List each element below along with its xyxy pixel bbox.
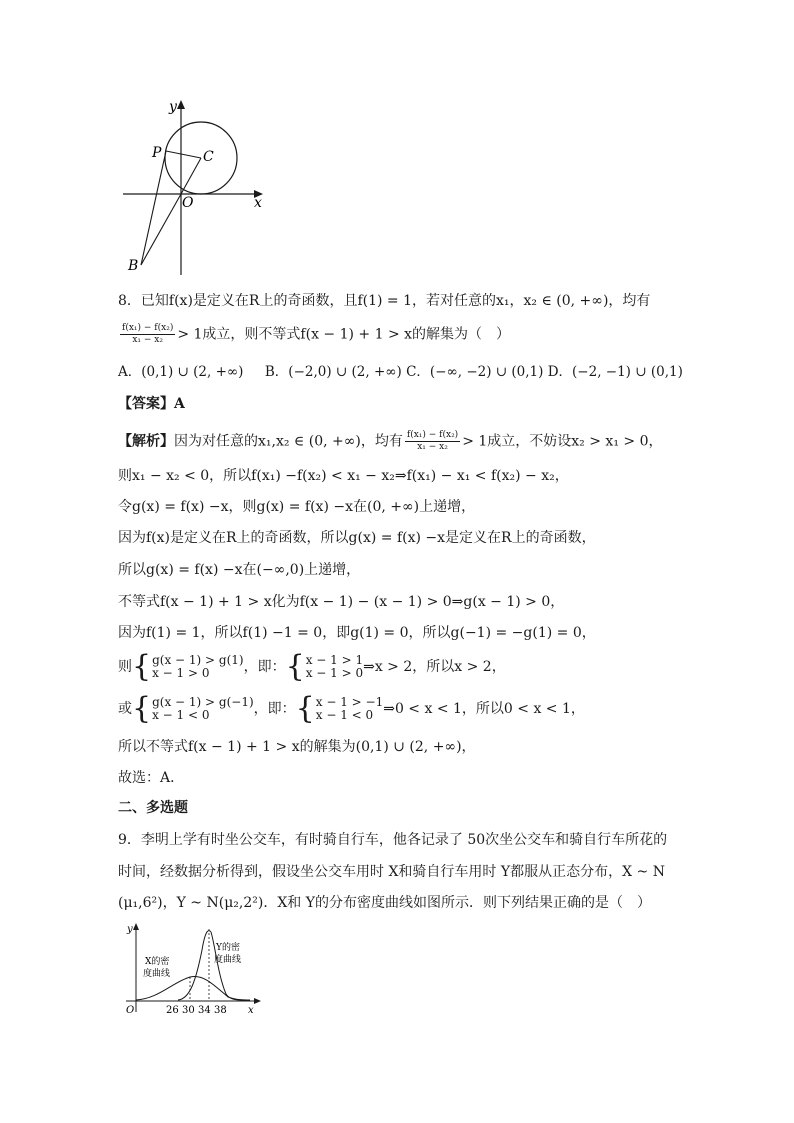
q8-line1: 8．已知f(x)是定义在R上的奇函数，且f(1) = 1，若对任意的x₁，x₂ ∈ (0, +∞)，均有: [118, 293, 651, 309]
case1-system-a: g(x − 1) > g(1) x − 1 > 0: [152, 653, 244, 680]
analysis-line: 不等式f(x − 1) + 1 > x化为f(x − 1) − (x − 1) > 0⇒g(x − 1) > 0，: [118, 594, 565, 610]
tick-label: 30: [182, 1005, 195, 1016]
fig2-label-x: x: [248, 1005, 254, 1016]
fig1-label-y: y: [169, 99, 177, 115]
fig1-label-c: C: [203, 149, 214, 165]
tick-label: 26: [166, 1005, 179, 1016]
option-c: C．(−∞, −2) ∪ (0,1): [406, 364, 544, 380]
segment-oc: [181, 158, 201, 194]
segment-pc: [166, 151, 201, 158]
fig1-label-o: O: [182, 195, 194, 211]
tick-label: 38: [214, 1005, 227, 1016]
q9-line: 时间，经数据分析得到，假设坐公交车用时 X和骑自行车用时 Y都服从正态分布，X ~ N: [118, 864, 665, 880]
option-d: D．(−2, −1) ∪ (0,1): [547, 364, 683, 380]
geometry-figure: [118, 95, 268, 280]
density-figure: [118, 920, 268, 1020]
analysis-fraction: $\frac{\text{f(x₁) − f(x₂)}}{\text{x₁ − x₂}}$: [406, 430, 459, 452]
q9-line: 9．李明上学有时坐公交车，有时骑自行车，他各记录了 50次坐公交车和骑自行车所花的: [118, 832, 668, 848]
case2: 或{ g(x − 1) > g(−1) x − 1 < 0 ，即：{ x − 1 > −1 x − 1 < 0 ⇒0 < x < 1，所以0 < x < 1，: [118, 691, 585, 726]
fig2-label-o: O: [126, 1005, 135, 1016]
q8-options: [118, 362, 683, 382]
q8-line2: $\frac{\text{f(x₁) − f(x₂)}}{\text{x₁ − x₂}}$ > 1成立，则不等式f(x − 1) + 1 > x的解集为（ ）: [122, 323, 511, 345]
fig1-label-x: x: [254, 195, 262, 211]
y-curve-label-1: Y的密: [216, 943, 240, 953]
y-axis-arrow: [177, 100, 185, 109]
q8-choose: 故选：A．: [118, 770, 185, 786]
analysis-line: 令g(x) = f(x) −x，则g(x) = f(x) −x在(0, +∞)上递增，: [118, 499, 476, 515]
q8-fraction: $\frac{\text{f(x₁) − f(x₂)}}{\text{x₁ − x₂}}$: [122, 323, 174, 345]
y-curve-label-2: 度曲线: [214, 955, 242, 965]
analysis-line: 所以g(x) = f(x) −x在(−∞,0)上递增，: [118, 562, 361, 578]
option-a: A．(0,1) ∪ (2, +∞): [118, 364, 244, 380]
q8-answer: 【答案】A: [118, 396, 185, 412]
tick-label: 34: [198, 1005, 211, 1016]
section-title: 二、多选题: [118, 800, 188, 816]
option-b: B．(−2,0) ∪ (2, +∞): [264, 364, 402, 380]
x-density-curve: [136, 976, 250, 1000]
fig2-label-y: y: [127, 924, 133, 935]
q8-conclusion: 所以不等式f(x − 1) + 1 > x的解集为(0,1) ∪ (2, +∞)，: [118, 739, 476, 755]
q8-analysis-l1: 【解析】因为对任意的x₁,x₂ ∈ (0, +∞)，均有 $\frac{\text{f(x₁) − f(x₂)}}{\text{x₁ − x₂}}$ > 1成立，不妨设x₂ > x₁ > 0，: [118, 430, 663, 452]
y-density-curve: [178, 931, 246, 1000]
analysis-line: 因为f(x)是定义在R上的奇函数，所以g(x) = f(x) −x是定义在R上的奇函数，: [118, 530, 596, 546]
fig1-label-p: P: [152, 145, 162, 161]
analysis-line: 则x₁ − x₂ < 0，所以f(x₁) −f(x₂) < x₁ − x₂⇒f(x₁) − x₁ < f(x₂) − x₂，: [118, 468, 569, 484]
case2-system-b: x − 1 > −1 x − 1 < 0: [315, 695, 384, 722]
fig1-label-b: B: [128, 258, 139, 274]
x-curve-label-2: 度曲线: [143, 969, 171, 979]
case1: 则{ g(x − 1) > g(1) x − 1 > 0 ，即：{ x − 1 > 1 x − 1 > 0 ⇒x > 2，所以x > 2，: [118, 649, 506, 684]
case2-system-a: g(x − 1) > g(−1) x − 1 < 0: [152, 695, 254, 722]
x-curve-label-1: X的密: [145, 957, 170, 967]
q9-line: (μ₁,6²)，Y ~ N(μ₂,2²)．X和 Y的分布密度曲线如图所示．则下列结果正确的是（ ）: [118, 895, 651, 911]
x-axis-arrow: [254, 998, 261, 1004]
segment-ob: [141, 194, 181, 265]
analysis-line: 因为f(1) = 1，所以f(1) −1 = 0，即g(1) = 0，所以g(−1) = −g(1) = 0，: [118, 625, 596, 641]
segment-pb: [141, 151, 166, 265]
case1-system-b: x − 1 > 1 x − 1 > 0: [305, 653, 364, 680]
y-axis-arrow: [133, 923, 139, 930]
